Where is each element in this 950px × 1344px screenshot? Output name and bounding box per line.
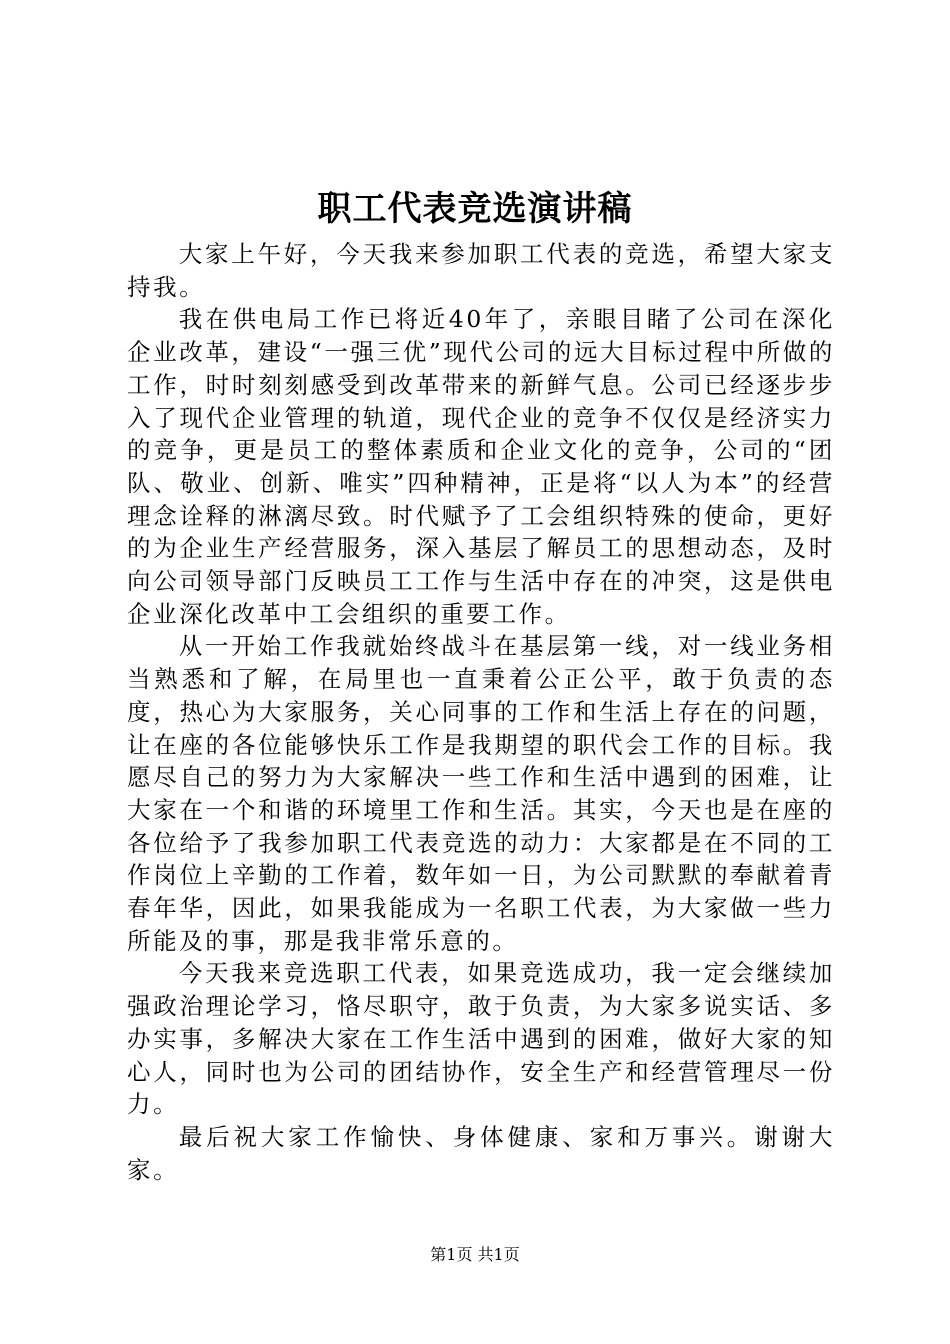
paragraph-closing: 最后祝大家工作愉快、身体健康、家和万事兴。谢谢大家。 [127,1122,835,1184]
page-title: 职工代表竞选演讲稿 [317,189,633,229]
paragraph-experience: 从一开始工作我就始终战斗在基层第一线，对一线业务相当熟悉和了解，在局里也一直秉着公正公平，敢于负责的态度，热心为大家服务，关心同事的工作和生活上存在的问题，让在座的各位能够快乐工作是我期望的职代会工作的目标。我愿尽自己的努力为大家解决一些工作和生活中遇到的困难，让大家在一个和谐的环境里工作和生活。其实，今天也是在座的各位给予了我参加职工代表竞选的动力：大家都是在不同的工作岗位上辛勤的工作着，数年如一日，为公司默默的奉献着青春年华，因此，如果我能成为一名职工代表，为大家做一些力所能及的事，那是我非常乐意的。 [127,632,835,955]
paragraph-background: 我在供电局工作已将近40年了，亲眼目睹了公司在深化企业改革，建设“一强三优”现代公司的远大目标过程中所做的工作，时时刻刻感受到改革带来的新鲜气息。公司已经逐步步入了现代企业管理的轨道，现代企业的竞争不仅仅是经济实力的竞争，更是员工的整体素质和企业文化的竞争，公司的“团队、敬业、创新、唯实”四种精神，正是将“以人为本”的经营理念诠释的淋漓尽致。时代赋予了工会组织特殊的使命，更好的为企业生产经营服务，深入基层了解员工的思想动态，及时向公司领导部门反映员工工作与生活中存在的冲突，这是供电企业深化改革中工会组织的重要工作。 [127,305,835,628]
page-number-footer: 第1页 共1页 [430,1245,520,1264]
paragraph-commitment: 今天我来竞选职工代表，如果竞选成功，我一定会继续加强政治理论学习，恪尽职守，敢于负责，为大家多说实话、多办实事，多解决大家在工作生活中遇到的困难，做好大家的知心人，同时也为公司的团结协作，安全生产和经营管理尽一份力。 [127,959,835,1119]
paragraph-greeting: 大家上午好，今天我来参加职工代表的竞选，希望大家支持我。 [127,240,835,301]
document-body [127,238,835,1186]
